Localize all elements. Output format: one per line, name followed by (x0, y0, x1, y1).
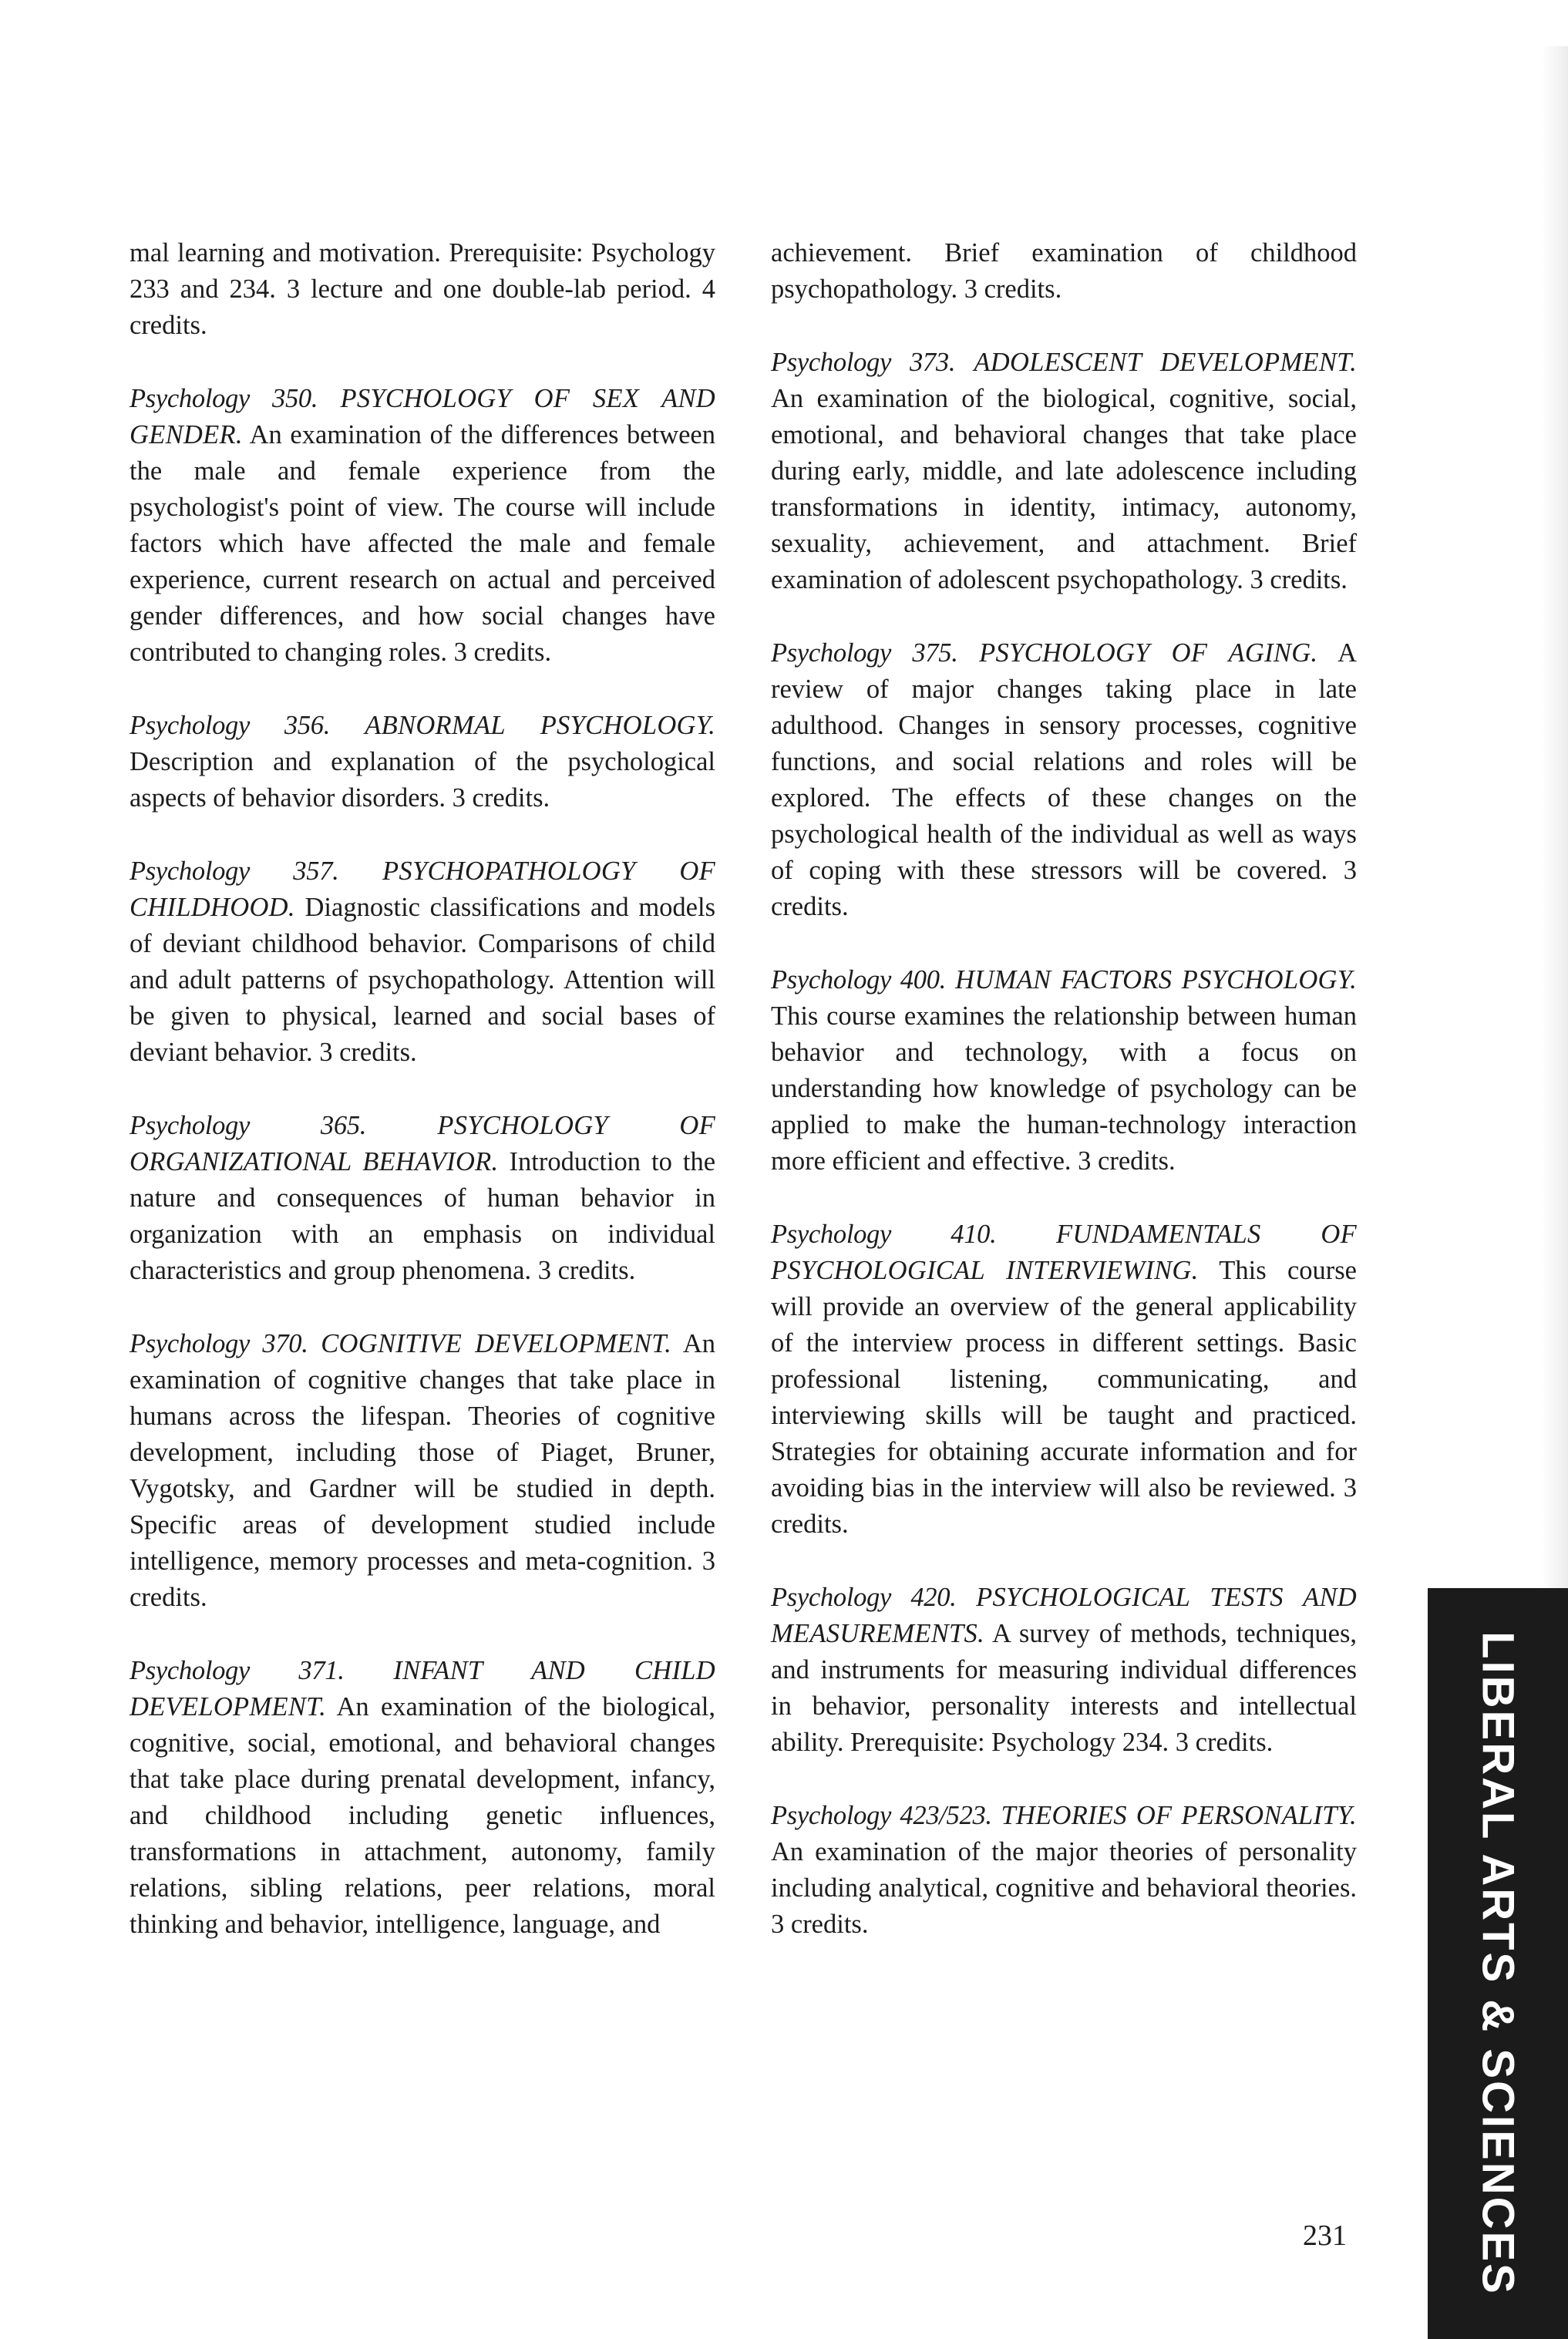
course-entry-psychology-370 (130, 1326, 715, 1616)
course-description: An examination of the biological, cognitive, social, emotional, and behavioral changes that take place during prenatal development, infancy, and childhood including genetic influences, transformations in attachment, autonomy, family relations, sibling relations, peer relations, moral thinking and behavior, intelligence, language, and (130, 1692, 715, 1939)
course-entry-psychology-423-523 (771, 1798, 1357, 1943)
course-description: An examination of the differences between the male and female experience from the psychologist's point of view. The course will include factors which have affected the male and female experience, current research on actual and perceived gender differences, and how social changes have contributed to changing roles. 3 credits. (130, 420, 715, 667)
course-code: Psychology 400. (771, 965, 947, 994)
left-column (130, 235, 715, 1980)
continued-text: mal learning and motivation. Prerequisite: Psychology 233 and 234. 3 lecture and one double-lab period. 4 credits. (130, 238, 715, 340)
course-description: This course examines the relationship between human behavior and technology, with a focus on understanding how knowledge of psychology can be applied to make the human-technology interaction more efficient and effective. 3 credits. (771, 1001, 1357, 1176)
course-title: ADOLESCENT DEVELOPMENT. (974, 348, 1357, 377)
course-title: THEORIES OF PERSONALITY. (1001, 1801, 1357, 1830)
course-description: An examination of the biological, cognitive, social, emotional, and behavioral changes that take place during early, middle, and late adolescence including transformations in identity, intimacy, autonomy, sexuality, achievement, and attachment. Brief examination of adolescent psychopathology. 3 credits. (771, 384, 1357, 594)
right-column (771, 235, 1357, 1980)
section-side-tab (1428, 1588, 1568, 2339)
course-description: This course will provide an overview of the general applicability of the interview process in different settings. Basic professional listening, communicating, and interviewing skills will be taught and practiced. Strategies for obtaining accurate information and for avoiding bias in the interview will also be reviewed. 3 credits. (771, 1256, 1357, 1539)
course-description: A survey of methods, techniques, and instruments for measuring individual differences in behavior, personality interests and intellectual ability. Prerequisite: Psychology 234. 3 credits. (771, 1619, 1357, 1757)
course-code: Psychology 371. (130, 1656, 345, 1685)
course-entry-psychology-357 (130, 853, 715, 1071)
course-description: Introduction to the nature and consequences of human behavior in organization with an emphasis on individual characteristics and group phenomena. 3 credits. (130, 1147, 716, 1285)
course-entry-psychology-373 (771, 345, 1357, 598)
course-code: Psychology 410. (771, 1220, 997, 1249)
course-entry-psychology-365 (130, 1108, 715, 1289)
course-code: Psychology 420. (771, 1583, 957, 1612)
course-description: Description and explanation of the psychological aspects of behavior disorders. 3 credits. (130, 747, 715, 813)
course-code: Psychology 357. (130, 857, 339, 886)
course-title: PSYCHOLOGY OF AGING. (979, 638, 1318, 668)
course-code: Psychology 423/523. (771, 1801, 992, 1830)
course-title: INFANT AND CHILD DEVELOPMENT. (130, 1656, 715, 1721)
course-description: An examination of cognitive changes that take place in humans across the lifespan. Theories of cognitive development, including those of Piaget, Bruner, Vygotsky, and Gardner will be studied in depth. Specific areas of development studied include intelligence, memory processes and meta-cognition. 3 credits. (130, 1329, 716, 1612)
continued-text: achievement. Brief examination of childhood psychopathology. 3 credits. (771, 238, 1357, 304)
section-tab-label: LIBERAL ARTS & SCIENCES (1472, 1631, 1523, 2296)
course-title: PSYCHOLOGY OF ORGANIZATIONAL BEHAVIOR. (130, 1111, 716, 1176)
course-code: Psychology 365. (130, 1111, 367, 1140)
course-entry-psychology-400 (771, 962, 1357, 1180)
course-code: Psychology 356. (130, 711, 331, 740)
course-entry-psychology-420 (771, 1580, 1357, 1761)
course-title: PSYCHOLOGY OF SEX AND GENDER. (130, 384, 716, 449)
course-code: Psychology 375. (771, 638, 958, 668)
course-entry-psychology-356 (130, 708, 715, 816)
course-code: Psychology 373. (771, 348, 956, 377)
continued-course-text (130, 235, 715, 344)
course-entry-psychology-350 (130, 381, 715, 671)
course-title: PSYCHOPATHOLOGY OF CHILDHOOD. (130, 857, 715, 922)
continued-course-text (771, 235, 1357, 308)
course-code: Psychology 370. (130, 1329, 308, 1358)
course-description: A review of major changes taking place in late adulthood. Changes in sensory processes, cognitive functions, and social relations and roles will be explored. The effects of these changes on the psychological health of the individual as well as ways of coping with these stressors will be covered. 3 credits. (771, 638, 1357, 921)
course-description: An examination of the major theories of personality including analytical, cognitive and behavioral theories. 3 credits. (771, 1837, 1357, 1939)
course-entry-psychology-371 (130, 1653, 715, 1943)
course-description: Diagnostic classifications and models of deviant childhood behavior. Comparisons of child and adult patterns of psychopathology. Attention will be given to physical, learned and social bases of deviant behavior. 3 credits. (130, 893, 716, 1067)
course-title: PSYCHOLOGICAL TESTS AND MEASUREMENTS. (771, 1583, 1358, 1648)
course-title: ABNORMAL PSYCHOLOGY. (365, 711, 716, 740)
course-title: COGNITIVE DEVELOPMENT. (321, 1329, 672, 1358)
course-entry-psychology-410 (771, 1217, 1357, 1543)
course-code: Psychology 350. (130, 384, 318, 413)
course-title: FUNDAMENTALS OF PSYCHOLOGICAL INTERVIEWING. (771, 1220, 1357, 1285)
course-entry-psychology-375 (771, 635, 1357, 925)
page-number: 231 (1303, 2220, 1347, 2252)
course-title: HUMAN FACTORS PSYCHOLOGY. (955, 965, 1358, 994)
